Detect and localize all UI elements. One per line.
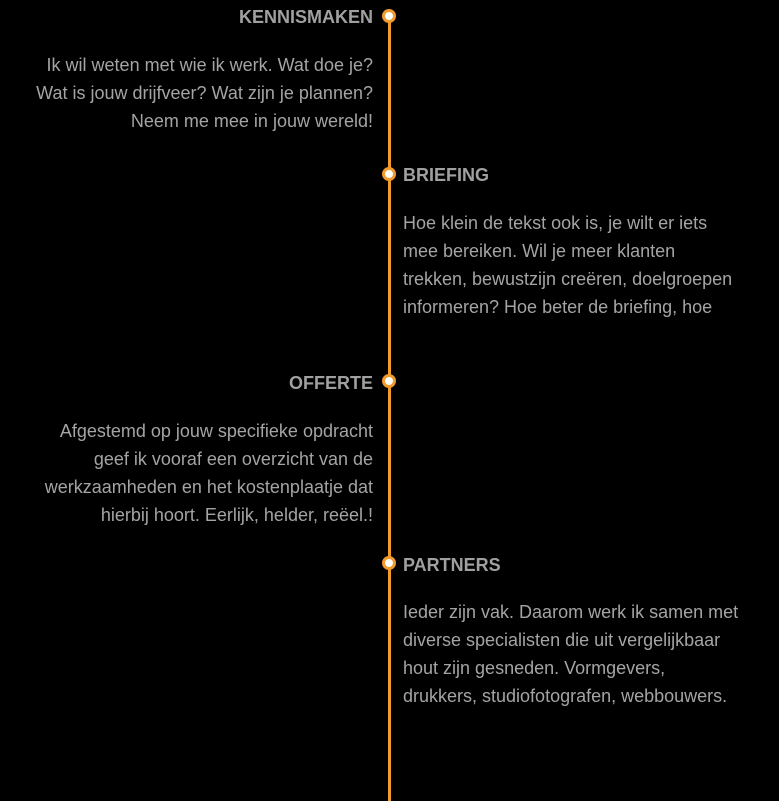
timeline-node-briefing	[382, 167, 396, 181]
text-line: informeren? Hoe beter de briefing, hoe	[403, 297, 713, 317]
text-line: Ik wil weten met wie ik werk. Wat doe je?	[46, 55, 373, 75]
step-text-kennismaken	[0, 51, 373, 135]
step-title-briefing: BRIEFING	[403, 165, 490, 185]
text-line: drukkers, studiofotografen, webbouwers.	[403, 686, 728, 706]
text-line: Neem me mee in jouw wereld!	[130, 111, 373, 131]
text-line: Ieder zijn vak. Daarom werk ik samen met	[403, 602, 739, 622]
text-line: diverse specialisten die uit vergelijkbaar	[403, 630, 721, 650]
step-text-offerte	[0, 417, 373, 529]
text-line: Hoe klein de tekst ook is, je wilt er iets	[403, 213, 708, 233]
text-line: Wat is jouw drijfveer? Wat zijn je plannen?	[36, 83, 373, 103]
timeline-node-kennismaken	[382, 9, 396, 23]
text-line: geef ik vooraf een overzicht van de	[93, 449, 373, 469]
step-title-partners: PARTNERS	[403, 555, 501, 575]
text-line: Afgestemd op jouw specifieke opdracht	[59, 421, 373, 441]
step-text-briefing	[403, 209, 777, 321]
step-title-offerte: OFFERTE	[289, 373, 373, 393]
step-text-partners	[403, 598, 777, 710]
timeline-node-offerte	[382, 374, 396, 388]
text-line: hout zijn gesneden. Vormgevers,	[403, 658, 666, 678]
timeline-node-partners	[382, 556, 396, 570]
text-line: trekken, bewustzijn creëren, doelgroepen	[403, 269, 733, 289]
text-line: mee bereiken. Wil je meer klanten	[403, 241, 676, 261]
text-line: hierbij hoort. Eerlijk, helder, reëel.!	[100, 505, 373, 525]
step-title-kennismaken: KENNISMAKEN	[238, 7, 373, 27]
text-line: werkzaamheden en het kostenplaatje dat	[44, 477, 373, 497]
timeline-line	[388, 15, 391, 801]
